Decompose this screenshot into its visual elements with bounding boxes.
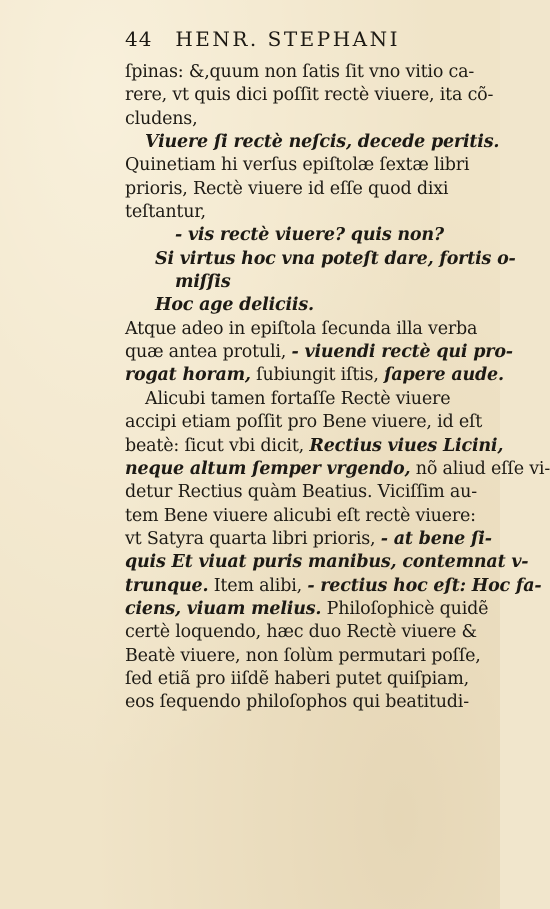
text-line: [125, 668, 480, 691]
text-line: [125, 178, 480, 201]
text-segment: Philoſophicè quidẽ: [321, 598, 489, 619]
text-segment: detur Rectius quàm Beatius. Viciſſim au-: [125, 482, 477, 503]
text-segment: accipi etiam poſſit pro Bene viuere, id eſt: [125, 412, 483, 433]
text-segment: tem Bene viuere alicubi eſt rectè viuere:: [125, 505, 476, 526]
text-segment: Beatè viuere, non ſolùm permutari poſſe,: [125, 645, 481, 666]
text-line: [125, 505, 480, 528]
text-line: [125, 411, 483, 434]
text-segment: beatè: ſicut vbi dicit,: [125, 435, 310, 456]
text-line: [125, 108, 480, 131]
italic-quotation: ſapere aude.: [384, 365, 504, 386]
text-segment: Alicubi tamen fortaſſe Rectè viuere: [145, 388, 451, 409]
text-line: [125, 645, 480, 668]
text-segment: prioris, Rectè viuere id eſſe quod dixi: [125, 178, 449, 199]
text-line: [125, 318, 480, 341]
text-segment: certè loquendo, hæc duo Rectè viuere &: [125, 622, 477, 643]
italic-quotation: trunque.: [125, 575, 209, 596]
text-line: [125, 341, 513, 364]
italic-quotation: Si virtus hoc vna poteſt dare, fortis o-: [155, 248, 516, 269]
running-title: HENR. STEPHANI: [175, 27, 401, 51]
text-segment: Item alibi,: [208, 575, 308, 596]
italic-quotation: Hoc age deliciis.: [155, 295, 314, 316]
italic-quotation: ciens, viuam melius.: [125, 598, 322, 619]
text-line: [125, 575, 542, 598]
italic-quotation: Viuere ſi rectè neſcis, decede peritis.: [145, 132, 500, 153]
italic-quotation: - at bene ſi-: [380, 528, 492, 549]
text-line: [125, 84, 494, 107]
text-line: [125, 294, 480, 317]
italic-quotation: miſſis: [175, 272, 231, 293]
text-line: [125, 61, 480, 84]
text-segment: ſpinas: &,quum non ſatis ſit vno vitio ca-: [125, 62, 475, 82]
text-line: [125, 621, 480, 644]
text-line: [125, 364, 504, 387]
text-segment: ſed etiã pro iiſdẽ haberi putet quiſpiam,: [125, 668, 470, 689]
text-line: [125, 271, 480, 294]
text-line: [125, 435, 504, 458]
italic-quotation: - rectius hoc eſt: Hoc fa-: [307, 575, 542, 596]
italic-quotation: - vis rectè viuere? quis non?: [175, 225, 444, 246]
text-segment: cludens,: [125, 108, 198, 129]
italic-quotation: - viuendi rectè qui pro-: [291, 342, 513, 363]
italic-quotation: neque altum ſemper vrgendo,: [125, 458, 411, 479]
body-text: [125, 61, 550, 715]
page-number: 44: [125, 27, 153, 51]
text-line: [125, 691, 480, 714]
running-header: [125, 22, 475, 56]
text-segment: ſubiungit iſtis,: [250, 365, 385, 386]
text-segment: eos ſequendo philoſophos qui beatitudi-: [125, 692, 469, 713]
italic-quotation: Rectius viues Licini,: [309, 435, 504, 456]
text-segment: nõ aliud eſſe vi-: [410, 458, 550, 479]
text-segment: Quinetiam hi verſus epiſtolæ ſextæ libri: [125, 155, 470, 176]
italic-quotation: rogat horam,: [125, 365, 251, 386]
text-line: [125, 201, 480, 224]
text-line: [125, 528, 492, 551]
text-line: [125, 154, 480, 177]
text-line: [125, 388, 480, 411]
text-line: [125, 248, 516, 271]
text-line: [125, 224, 480, 247]
text-line: [125, 598, 489, 621]
text-line: [125, 458, 550, 481]
text-line: [125, 551, 529, 574]
text-segment: vt Satyra quarta libri prioris,: [125, 528, 381, 549]
text-segment: Atque adeo in epiſtola ſecunda illa verba: [125, 318, 478, 339]
text-segment: rere, vt quis dici poſſit rectè viuere, ita cõ-: [125, 85, 494, 106]
text-segment: quæ antea protuli,: [125, 342, 292, 363]
italic-quotation: quis Et viuat puris manibus, contemnat v-: [125, 552, 529, 573]
text-line: [125, 481, 480, 504]
text-segment: teſtantur,: [125, 202, 206, 223]
text-line: [125, 131, 500, 154]
